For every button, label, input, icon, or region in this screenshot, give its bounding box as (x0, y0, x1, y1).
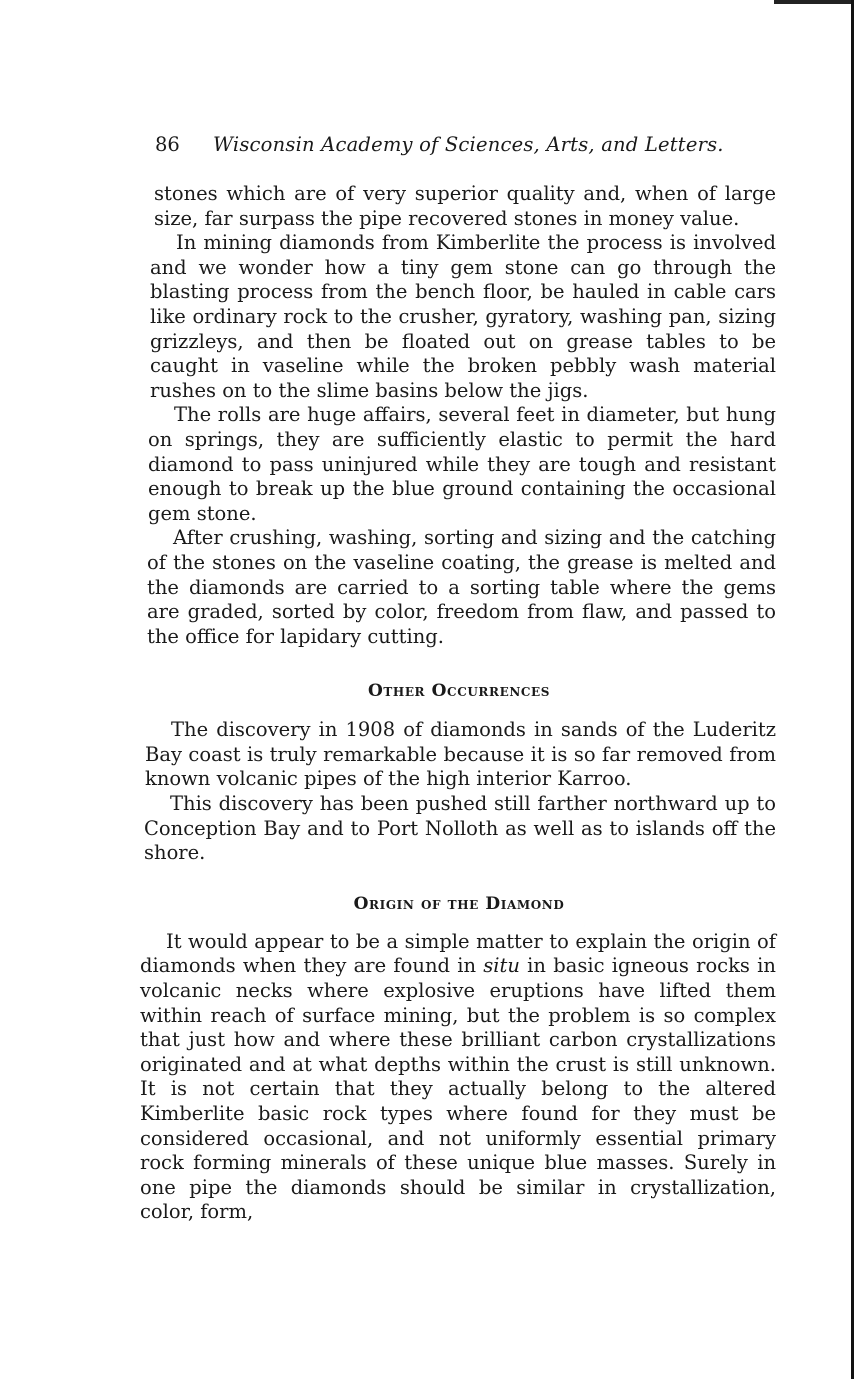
paragraph-5: The discovery in 1908 of diamonds in sands of the Luderitz Bay coast is truly remarkable because it is so far removed from known volcanic pipes of the high interior Karroo. (145, 718, 776, 791)
section-heading-other-occurrences: Other Occurrences (367, 681, 551, 702)
page-edge-top (774, 0, 854, 4)
paragraph-7 (140, 930, 776, 1225)
paragraph-7-italic-word: situ (483, 954, 520, 978)
paragraph-1: stones which are of very superior quality and, when of large size, far surpass the pipe recovered stones in money value. (154, 182, 776, 230)
paragraph-6: This discovery has been pushed still farther northward up to Conception Bay and to Port Nolloth as well as to islands off the shore. (144, 792, 776, 865)
book-page (142, 130, 776, 1225)
paragraph-4: After crushing, washing, sorting and sizing and the catching of the stones on the vaseline coating, the grease is melted and the diamonds are carried to a sorting table where the gems are graded, sorted by color, freedom from flaw, and passed to the office for lapidary cutting. (147, 526, 776, 648)
paragraph-2: In mining diamonds from Kimberlite the process is involved and we wonder how a tiny gem stone can go through the blasting process from the bench floor, be hauled in cable cars like ordinary rock to the crusher, gyratory, washing pan, sizing grizzleys, and then be floated out on grease tables to be caught in vaseline while the broken pebbly wash material rushes on to the slime basins below the jigs. (150, 231, 776, 402)
journal-title: Wisconsin Academy of Sciences, Arts, and Letters. (213, 133, 724, 156)
section-heading-origin-of-diamond: Origin of the Diamond (353, 893, 565, 914)
page-number: 86 (155, 133, 180, 156)
running-head (155, 130, 776, 160)
paragraph-7-text-b: in basic igneous rocks in volcanic necks where explosive eruptions have lifted them within reach of surface mining, but the problem is so complex that just how and where these brilliant carbon crystallizations originated and at what depths within the crust is still unknown. It is not certain that they actually belong to the altered Kimberlite basic rock types where found for they must be considered occasional, and not uniformly essential primary rock forming minerals of these unique blue masses. Surely in one pipe the diamonds should be similar in crystallization, color, form, (140, 954, 776, 1224)
paragraph-3: The rolls are huge affairs, several feet in diameter, but hung on springs, they are sufficiently elastic to permit the hard diamond to pass uninjured while they are tough and resistant enough to break up the blue ground containing the occasional gem stone. (148, 403, 776, 525)
paragraph-7-text-a: It would appear to be a simple matter to explain the origin of diamonds when they are found in (140, 929, 776, 978)
